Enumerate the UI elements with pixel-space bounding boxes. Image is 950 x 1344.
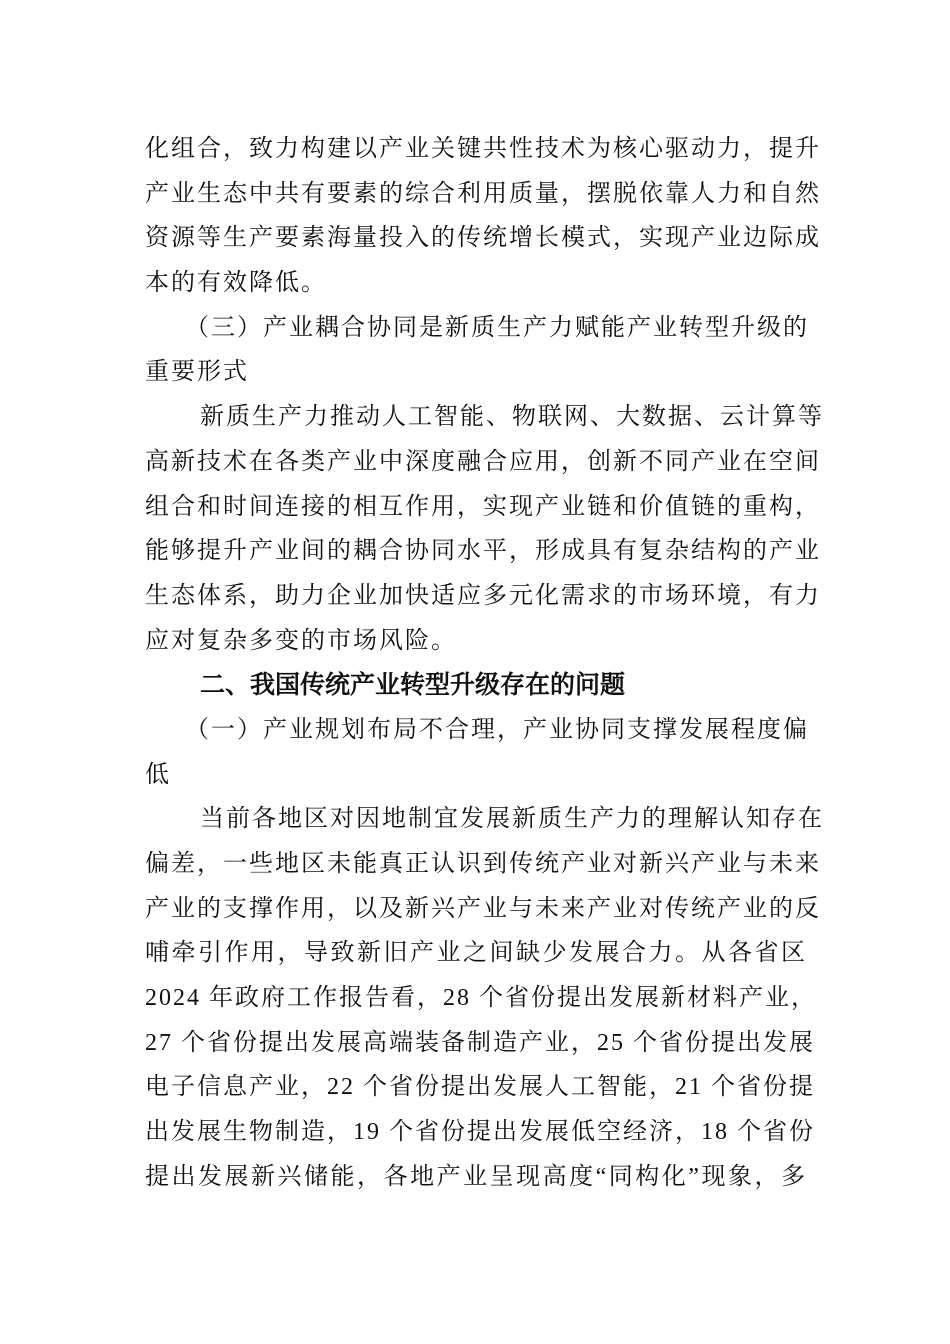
paragraph: [145, 127, 821, 306]
text-line: 当前各地区对因地制宜发展新质生产力的理解认知存在: [200, 806, 824, 833]
text-line: 提出发展新兴储能，各地产业呈现高度“同构化”现象，多: [145, 1163, 807, 1190]
text-line: 高新技术在各类产业中深度融合应用，创新不同产业在空间: [145, 448, 821, 475]
text-line: （一）产业规划布局不合理，产业协同支撑发展程度偏: [185, 716, 809, 743]
paragraph: [145, 797, 824, 1199]
text-line: 本的有效降低。: [145, 270, 327, 297]
text-line: 产业生态中共有要素的综合利用质量，摆脱依靠人力和自然: [145, 180, 821, 207]
subheading-3: [145, 306, 807, 395]
text-line: 生态体系，助力企业加快适应多元化需求的市场环境，有力: [145, 582, 821, 609]
paragraph: [145, 395, 824, 663]
text-line: 化组合，致力构建以产业关键共性技术为核心驱动力，提升: [145, 136, 821, 162]
text-line: 偏差，一些地区未能真正认识到传统产业对新兴产业与未来: [145, 851, 821, 877]
text-line: 产业的支撑作用，以及新兴产业与未来产业对传统产业的反: [145, 895, 821, 922]
text-line: 27 个省份提出发展高端装备制造产业，25 个省份提出发展: [145, 1029, 815, 1056]
text-line: 应对复杂多变的市场风险。: [145, 627, 457, 654]
text-line: 组合和时间连接的相互作用，实现产业链和价值链的重构，: [145, 493, 821, 520]
text-line: 电子信息产业，22 个省份提出发展人工智能，21 个省份提: [145, 1074, 815, 1101]
text-line: 重要形式: [145, 359, 249, 386]
text-line: 低: [145, 761, 171, 788]
text-line: 资源等生产要素海量投入的传统增长模式，实现产业边际成: [145, 225, 821, 252]
text-line: （三）产业耦合协同是新质生产力赋能产业转型升级的: [185, 314, 809, 341]
text-line: 出发展生物制造，19 个省份提出发展低空经济，18 个省份: [145, 1119, 815, 1146]
section-heading: 二、我国传统产业转型升级存在的问题: [200, 671, 626, 700]
subheading-1: [145, 708, 807, 797]
text-line: 哺牵引作用，导致新旧产业之间缺少发展合力。从各省区: [145, 940, 807, 967]
text-line: 新质生产力推动人工智能、物联网、大数据、云计算等: [200, 404, 824, 431]
document-page: [145, 127, 824, 1200]
text-line: 能够提升产业间的耦合协同水平，形成具有复杂结构的产业: [145, 538, 821, 565]
text-line: 2024 年政府工作报告看，28 个省份提出发展新材料产业，: [145, 985, 817, 1012]
